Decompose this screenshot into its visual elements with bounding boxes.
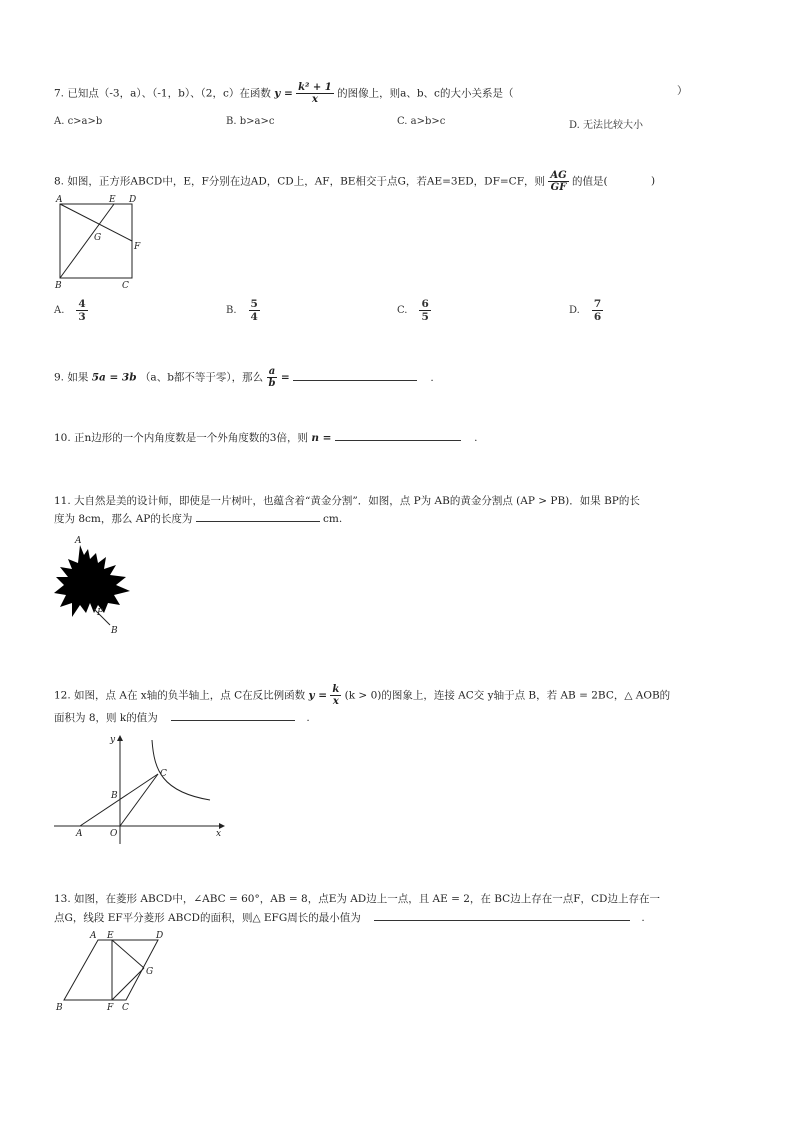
fraction-denominator: b <box>268 378 276 389</box>
label-g: G <box>94 233 102 243</box>
label-p: P <box>97 608 104 618</box>
fraction-denominator: GF <box>550 182 567 193</box>
label-b: B <box>111 626 118 635</box>
function-y-equals: y = <box>274 87 293 100</box>
question-number: 7. <box>54 87 65 100</box>
fraction-numerator: k² + 1 <box>298 82 332 93</box>
end-period: . <box>430 371 434 384</box>
label-f: F <box>134 242 141 252</box>
answer-blank[interactable] <box>374 910 630 921</box>
question-text: 面积为 8，则 k的值为 <box>54 712 158 724</box>
label-d: D <box>156 931 164 941</box>
question-text: 度为 8cm，那么 AP的长度为 <box>54 513 193 525</box>
label-b: B <box>56 1003 63 1013</box>
question-text-continued: （a、b都不等于零），那么 <box>139 371 264 384</box>
end-period: . <box>306 712 310 724</box>
function-y-equals: y = <box>308 689 328 702</box>
question-text: 点G，线段 EF平分菱形 ABCD的面积，则△ EFG周长的最小值为 <box>54 912 361 924</box>
question-text: 如果 <box>67 371 89 384</box>
segment-oc <box>120 774 158 826</box>
question-text: 大自然是美的设计师，即使是一片树叶，也蕴含着“黄金分割”．如图，点 P为 AB的黄金分割点 (AP > PB)．如果 BP的长 <box>74 495 640 507</box>
question-10 <box>54 430 477 445</box>
option-b[interactable]: B. $\frac{5}{4}$ <box>226 298 258 323</box>
question-text: 正n边形的一个内角度数是一个外角度数的3倍，则 <box>74 432 308 444</box>
question-12-line-1 <box>54 684 670 707</box>
fraction-denominator: x <box>311 94 318 105</box>
answer-blank[interactable] <box>171 710 295 721</box>
end-period: . <box>474 432 478 444</box>
segment-ac <box>80 774 158 826</box>
label-c: C <box>160 769 167 779</box>
label-g: G <box>146 967 154 977</box>
end-period: . <box>641 912 645 924</box>
question-text-continued: (k > 0)的图象上，连接 AC交 y轴于点 B，若 AB = 2BC，△ AOB的 <box>344 689 671 702</box>
question-12-line-2 <box>54 710 310 725</box>
fraction-numerator: k <box>332 684 340 695</box>
function-fraction <box>330 684 341 707</box>
answer-blank[interactable] <box>293 370 417 381</box>
option-d[interactable]: D. 无法比较大小 <box>569 120 644 131</box>
coordinate-figure <box>50 730 230 846</box>
question-number: 9. <box>54 371 65 384</box>
question-number: 13. <box>54 893 71 905</box>
label-f: F <box>107 1003 114 1013</box>
label-a: A <box>75 536 82 546</box>
label-a: A <box>90 931 97 941</box>
question-text-continued: 的图像上，则a、b、c的大小关系是（ <box>337 87 514 100</box>
answer-paren-close: ） <box>677 85 688 97</box>
option-a[interactable]: A. $\frac{4}{3}$ <box>54 298 86 323</box>
question-number: 8. <box>54 175 65 188</box>
question-number: 10. <box>54 432 71 444</box>
question-9 <box>54 366 434 389</box>
question-number: 11. <box>54 495 71 507</box>
question-text-continued: 的值是( <box>572 175 608 188</box>
label-y: y <box>110 735 116 745</box>
answer-blank[interactable] <box>196 511 320 522</box>
question-text: 已知点（-3，a）、（-1，b）、（2，c）在函数 <box>67 87 271 100</box>
answer-paren-close: ) <box>651 175 656 187</box>
option-d[interactable]: D. $\frac{7}{6}$ <box>569 298 602 323</box>
leaf-figure <box>50 533 140 635</box>
rhombus-abcd <box>64 940 158 1000</box>
question-text: 如图，正方形ABCD中，E，F分别在边AD，CD上，AF，BE相交于点G，若AE=3ED，DF=CF，则 <box>67 175 545 188</box>
segment-eg <box>112 940 144 968</box>
question-11-line-2 <box>54 511 342 526</box>
answer-blank[interactable] <box>335 430 461 441</box>
question-text: 如图，点 A在 x轴的负半轴上，点 C在反比例函数 <box>74 689 306 702</box>
option-c[interactable]: C. $\frac{6}{5}$ <box>397 298 429 323</box>
label-x: x <box>216 829 222 839</box>
question-number: 12. <box>54 689 71 702</box>
equals-sign: = <box>280 371 290 384</box>
label-e: E <box>109 195 116 205</box>
question-text: 如图，在菱形 ABCD中，∠ABC = 60°，AB = 8，点E为 AD边上一点，且 AE = 2，在 BC边上存在一点F，CD边上存在一 <box>74 893 660 905</box>
option-fraction: $\frac{7}{6}$ <box>593 298 602 323</box>
label-d: D <box>129 195 137 205</box>
fraction-numerator: a <box>268 366 276 377</box>
option-b[interactable]: B. b>a>c <box>226 116 275 127</box>
label-b: B <box>55 281 62 290</box>
label-c: C <box>122 281 129 290</box>
label-o: O <box>110 829 118 839</box>
equation: 5a = 3b <box>91 371 137 384</box>
variable-n: n = <box>311 432 332 444</box>
label-a: A <box>76 829 83 839</box>
function-fraction <box>296 82 334 105</box>
option-fraction: $\frac{5}{4}$ <box>250 298 258 323</box>
rhombus-figure <box>50 928 180 1014</box>
question-11-line-1 <box>54 494 640 508</box>
label-a: A <box>56 195 63 205</box>
question-8 <box>54 170 608 193</box>
fraction-denominator: x <box>332 696 339 707</box>
question-13-line-2 <box>54 910 645 925</box>
ratio-fraction <box>267 366 278 389</box>
square-figure <box>52 194 142 290</box>
option-a[interactable]: A. c>a>b <box>54 116 103 127</box>
ratio-fraction <box>548 170 568 193</box>
question-7 <box>54 82 513 105</box>
label-e: E <box>107 931 114 941</box>
option-fraction: $\frac{4}{3}$ <box>78 298 86 323</box>
option-c[interactable]: C. a>b>c <box>397 116 446 127</box>
maple-leaf <box>54 545 130 617</box>
fraction-numerator: AG <box>550 170 567 181</box>
unit: cm. <box>323 513 343 525</box>
label-c: C <box>122 1003 129 1013</box>
option-fraction: $\frac{6}{5}$ <box>421 298 429 323</box>
segment-be <box>60 204 114 278</box>
label-b: B <box>111 791 118 801</box>
question-13-line-1 <box>54 892 660 906</box>
